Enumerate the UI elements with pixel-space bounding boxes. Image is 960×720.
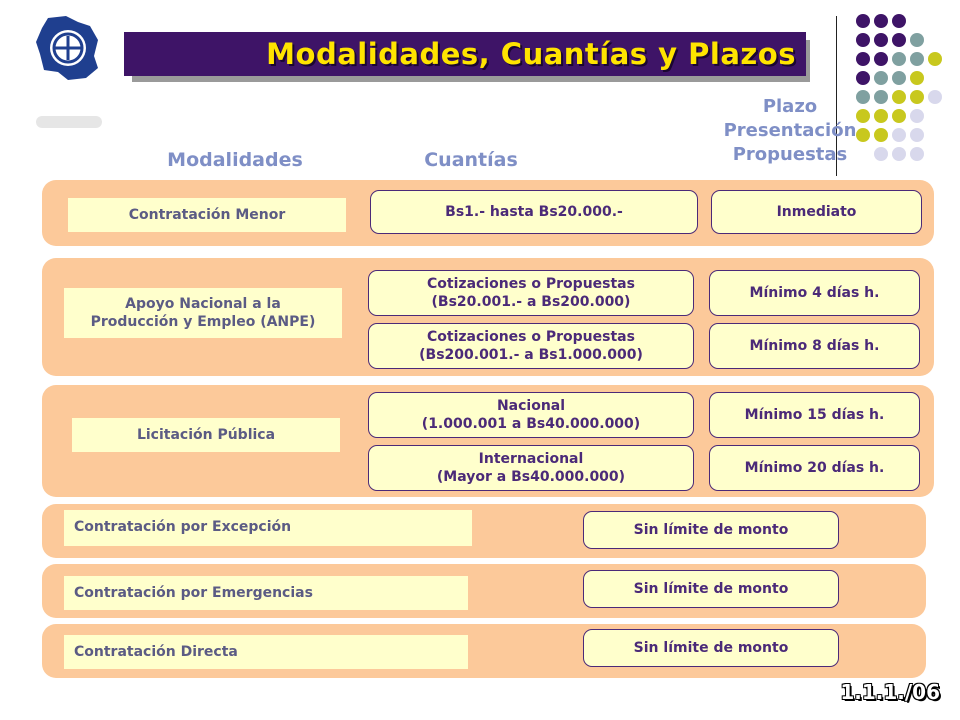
modalidad-licitacion-publica: Licitación Pública	[72, 418, 340, 452]
modalidad-contratacion-menor: Contratación Menor	[68, 198, 346, 232]
monto-contratacion-directa: Sin límite de monto	[583, 629, 839, 667]
title-banner	[124, 32, 806, 76]
slide-code: 1.1.1./06	[840, 680, 940, 704]
bolivia-map-logo-icon	[32, 12, 104, 84]
header-cuantias: Cuantías	[424, 149, 518, 171]
monto-contratacion-excepcion: Sin límite de monto	[583, 511, 839, 549]
cuantia-anpe-1: Cotizaciones o Propuestas (Bs20.001.- a Bs200.000)	[368, 270, 694, 316]
header-plazo-line1: Plazo	[762, 96, 818, 117]
modalidad-contratacion-excepcion: Contratación por Excepción	[64, 510, 472, 546]
header-modalidades: Modalidades	[167, 149, 303, 171]
modalidad-anpe: Apoyo Nacional a la Producción y Empleo (ANPE)	[64, 288, 342, 338]
page-title: Modalidades, Cuantías y Plazos	[266, 37, 796, 71]
logo-shadow	[36, 116, 102, 128]
plazo-anpe-2: Mínimo 8 días h.	[709, 323, 920, 369]
header-plazo	[700, 95, 880, 167]
cuantia-licitacion-1: Nacional (1.000.001 a Bs40.000.000)	[368, 392, 694, 438]
cuantia-contratacion-menor: Bs1.- hasta Bs20.000.-	[370, 190, 698, 234]
plazo-licitacion-2: Mínimo 20 días h.	[709, 445, 920, 491]
plazo-contratacion-menor: Inmediato	[711, 190, 922, 234]
header-plazo-line2: Presentación	[723, 120, 857, 141]
cuantia-licitacion-2: Internacional (Mayor a Bs40.000.000)	[368, 445, 694, 491]
cuantia-anpe-2: Cotizaciones o Propuestas (Bs200.001.- a Bs1.000.000)	[368, 323, 694, 369]
plazo-anpe-1: Mínimo 4 días h.	[709, 270, 920, 316]
plazo-licitacion-1: Mínimo 15 días h.	[709, 392, 920, 438]
header-plazo-line3: Propuestas	[732, 144, 848, 165]
monto-contratacion-emergencias: Sin límite de monto	[583, 570, 839, 608]
modalidad-contratacion-emergencias: Contratación por Emergencias	[64, 576, 468, 610]
modalidad-contratacion-directa: Contratación Directa	[64, 635, 468, 669]
